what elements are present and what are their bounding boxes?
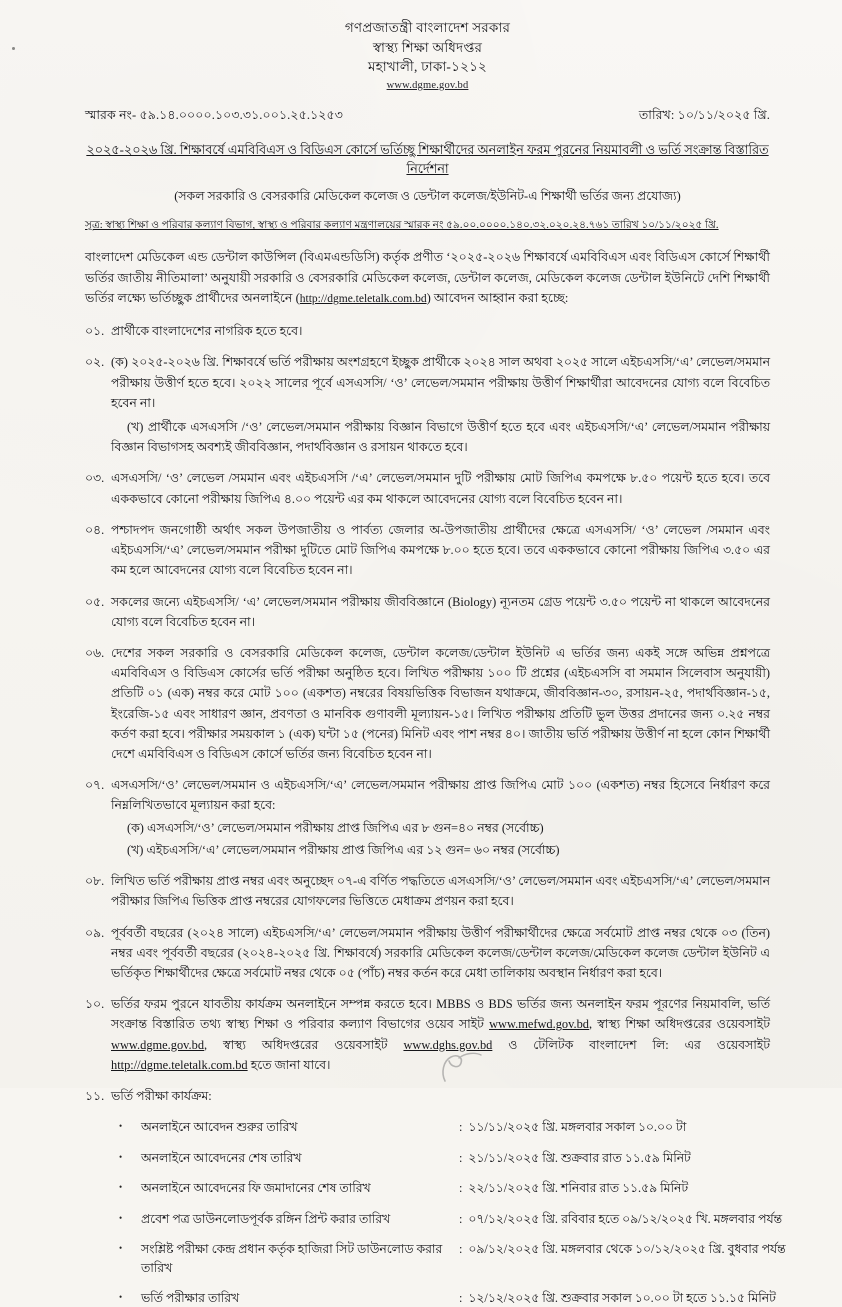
bullet-icon: •: [119, 1243, 123, 1254]
clause-number: ০৫.: [85, 594, 105, 609]
clause-item: [85, 468, 770, 508]
clause-number: ০৪.: [85, 522, 105, 537]
clause-item: [85, 923, 770, 984]
letterhead-line-2: স্বাস্থ্য শিক্ষা অধিদপ্তর: [372, 39, 483, 55]
schedule-date-text: ১১/১১/২০২৫ খ্রি. মঙ্গলবার সকাল ১০.০০ টা: [468, 1120, 687, 1135]
clause-text-main: এসএসসি/‘ও’ লেভেল/সমমান ও এইচএসসি/‘এ’ লেভেল/সমমান পরীক্ষায় প্রাপ্ত জিপিএ মোট ১০০ (একশত) নম্বর হিসেবে নির্ধারণ করে নিম্নলিখিতভাবে মূল্যায়ন করা হবে:: [111, 778, 770, 813]
clause-item: [85, 520, 770, 581]
schedule-value: [459, 1179, 770, 1197]
clause-text: [111, 775, 770, 860]
schedule-date-text: ২১/১১/২০২৫ খ্রি. শুক্রবার রাত ১১.৫৯ মিনিট: [468, 1150, 691, 1165]
clause-11-number: ১১.: [85, 1089, 105, 1104]
clause-text-main: পশ্চাদপদ জনগোষ্ঠী অর্থাৎ সকল উপজাতীয় ও পার্বত্য জেলার অ-উপজাতীয় প্রার্থীদের ক্ষেত্রে এসএসসি/ ‘ও’ লেভেল /সমমান এবং এইচএসসি/‘এ’ লেভেল/সমমান পরীক্ষা দুটিতে মোট জিপিএ কমপক্ষে ৮.০০ হতে হবে। তবে এককভাবে কোনো পরীক্ষায় জিপিএ ৩.৫০ এর কম হলে আবেদনের যোগ্য বলে বিবেচিত হবেন না।: [111, 522, 770, 578]
clause-10-part-3: , স্বাস্থ্য অধিদপ্তরের ওয়েবসাইট: [204, 1037, 404, 1052]
intro-application-link[interactable]: http://dgme.teletalk.com.bd: [299, 292, 427, 305]
clause-number: ০৮.: [85, 874, 105, 889]
dgme-website-link[interactable]: www.dgme.gov.bd: [111, 1037, 205, 1052]
memo-date: তারিখ: ১০/১১/২০২৫ খ্রি.: [638, 107, 770, 122]
intro-text-part-2: ) আবেদন আহ্বান করা হচ্ছে:: [426, 290, 569, 305]
clause-10-text: [111, 994, 770, 1075]
clause-text: [111, 520, 770, 581]
letterhead-line-1: গণপ্রজাতন্ত্রী বাংলাদেশ সরকার: [344, 20, 511, 35]
dghs-website-link[interactable]: www.dghs.gov.bd: [403, 1037, 493, 1052]
schedule-label: প্রবেশ পত্র ডাউনলোডপূর্বক রঙ্গিন প্রিন্ট করার তারিখ: [141, 1211, 391, 1226]
clause-10: [85, 994, 770, 1075]
document-subject-title: ২০২৫-২০২৬ খ্রি. শিক্ষাবর্ষে এমবিবিএস ও বিডিএস কোর্সে ভর্তিচ্ছু শিক্ষার্থীদের অনলাইন ফরম পুরনের নিয়মাবলী ও ভর্তি সংক্রান্ত বিস্তারিত নির্দেশনা: [86, 142, 769, 177]
clause-number: ০৬.: [85, 645, 105, 660]
schedule-label: সংশ্লিষ্ট পরীক্ষা কেন্দ্র প্রধান কর্তৃক হাজিরা সিট ডাউনলোড করার তারিখ: [141, 1242, 443, 1275]
mefwd-website-link[interactable]: www.mefwd.gov.bd: [489, 1017, 589, 1032]
clause-text-main: (ক) ২০২৫-২০২৬ খ্রি. শিক্ষাবর্ষে ভর্তি পরীক্ষায় অংশগ্রহণে ইচ্ছুক প্রার্থীকে ২০২৪ সাল অথবা ২০২৫ সালে এইচএসসি/‘এ’ লেভেল/সমমান পরীক্ষায় উত্তীর্ণ হতে হবে। ২০২২ সালের পূর্বে এসএসসি/ ‘ও’ লেভেল/সমমান পরীক্ষায় উত্তীর্ণ শিক্ষার্থীরা আবেদনের যোগ্য বলে বিবেচিত হবেন না।: [111, 355, 770, 410]
schedule-label: অনলাইনে আবেদনের ফি জমাদানের শেষ তারিখ: [141, 1181, 371, 1196]
clause-text: [111, 923, 770, 984]
schedule-row: [119, 1289, 776, 1307]
clause-text-main: পূর্ববর্তী বছরের (২০২৪ সালে) এইচএসসি/‘এ’ লেভেল/সমমান পরীক্ষায় উত্তীর্ণ পরীক্ষার্থীদের ক্ষেত্রে সর্বমোট প্রাপ্ত নম্বর থেকে ০৩ (তিন) নম্বর এবং পূর্ববর্তী বছরের (২০২৪-২০২৫ খ্রি. শিক্ষাবর্ষে) সরকারি মেডিকেল কলেজ/ডেন্টাল কলেজ/মেডিকেল কলেজ ডেন্টাল ইউনিট এ ভর্তিকৃত শিক্ষার্থীদের ক্ষেত্রে সর্বমোট নম্বর থেকে ০৫ (পাঁচ) নম্বর কর্তন করে মেধা তালিকায় অবস্থান নির্ধারণ করা হবে।: [111, 925, 770, 981]
schedule-label: ভর্তি পরীক্ষার তারিখ: [141, 1290, 240, 1305]
bullet-icon: •: [119, 1182, 123, 1193]
clause-10-part-2: , স্বাস্থ্য শিক্ষা অধিদপ্তরের ওয়েবসাইট: [589, 1017, 771, 1032]
clause-item: [85, 775, 770, 860]
clause-list: [85, 321, 770, 983]
letterhead-line-3: মহাখালী, ঢাকা-১২১২: [367, 59, 488, 75]
schedule-value: [459, 1118, 770, 1136]
document-source-reference: সূত্র: স্বাস্থ্য শিক্ষা ও পরিবার কল্যাণ বিভাগ, স্বাস্থ্য ও পরিবার কল্যাণ মন্ত্রণালয়ের স্মারক নং ৫৯.০০.০০০০.১৪০.৩২.০২০.২৪.৭৬১ তারিখ ১০/১১/২০২৫ খ্রি.: [85, 220, 719, 232]
schedule-row: [119, 1210, 783, 1228]
schedule-date-text: ০৭/১২/২০২৫ খ্রি. রবিবার হতে ০৯/১২/২০২৫ খি. মঙ্গলবার পর্যন্ত: [468, 1211, 783, 1226]
clause-text-main: এসএসসি/ ‘ও’ লেভেল /সমমান এবং এইচএসসি /‘এ’ লেভেল/সমমান দুটি পরীক্ষায় মোট জিপিএ কমপক্ষে ৮.৫০ পয়েন্ট হতে হবে। তবে এককভাবে কোনো পরীক্ষায় জিপিএ ৪.০০ পয়েন্ট এর কম থাকলে আবেদনের যোগ্য বলে বিবেচিত হবেন না।: [111, 471, 770, 506]
clause-10-part-4: ও টেলিটক বাংলাদেশ লি: এর ওয়েবসাইট: [492, 1037, 770, 1052]
clause-subpoint: (খ) এইচএসসি/‘এ’ লেভেল/সমমান পরীক্ষায় প্রাপ্ত জিপিএ এর ১২ গুন= ৬০ নম্বর (সর্বোচ্চ): [127, 842, 560, 857]
schedule-colon: :: [459, 1211, 463, 1226]
clause-subpoint: (খ) প্রার্থীকে এসএসসি /‘ও’ লেভেল/সমমান পরীক্ষায় বিজ্ঞান বিভাগে উত্তীর্ণ হতে হবে এবং এইচএসসি/‘এ’ লেভেল/সমমান পরীক্ষায় বিজ্ঞান বিভাগসহ অবশ্যই জীববিজ্ঞান, পদার্থবিজ্ঞান ও রসায়ন থাকতে হবে।: [111, 419, 770, 455]
bullet-icon: •: [119, 1121, 123, 1132]
clause-number: ০৭.: [85, 778, 105, 793]
exam-schedule-list: [85, 1118, 786, 1307]
schedule-date-text: ১২/১২/২০২৫ খ্রি. শুক্রবার সকাল ১০.০০ টা হতে ১১.১৫ মিনিট: [468, 1290, 776, 1305]
clause-subpoint: (ক) এসএসসি/‘ও’ লেভেল/সমমান পরীক্ষায় প্রাপ্ত জিপিএ এর ৮ গুন=৪০ নম্বর (সর্বোচ্চ): [127, 820, 544, 835]
document-subject-applicability: (সকল সরকারি ও বেসরকারি মেডিকেল কলেজ ও ডেন্টাল কলেজ/ইউনিট-এ শিক্ষার্থী ভর্তির জন্য প্রযোজ্য): [174, 189, 681, 204]
schedule-date-text: ০৯/১২/২০২৫ খ্রি. মঙ্গলবার থেকে ১০/১২/২০২৫ খ্রি. বুধবার পর্যন্ত: [468, 1242, 786, 1257]
schedule-row: [119, 1118, 770, 1136]
bullet-icon: •: [119, 1212, 123, 1223]
schedule-colon: :: [459, 1242, 463, 1257]
clause-text: [111, 871, 770, 911]
letterhead-website-link[interactable]: www.dgme.gov.bd: [386, 79, 469, 91]
clause-number: ০১.: [85, 324, 105, 339]
memo-number: স্মারক নং- ৫৯.১৪.০০০০.১০৩.৩১.০০১.২৫.১২৫৩: [85, 107, 343, 122]
clause-text-main: প্রার্থীকে বাংলাদেশের নাগরিক হতে হবে।: [111, 324, 303, 339]
schedule-colon: :: [459, 1150, 463, 1165]
clause-text: [111, 592, 770, 632]
schedule-label: অনলাইনে আবেদনের শেষ তারিখ: [141, 1150, 302, 1165]
schedule-value: [459, 1240, 786, 1258]
clause-item: [85, 352, 770, 457]
clause-text: [111, 643, 770, 764]
clause-text-main: দেশের সকল সরকারি ও বেসরকারি মেডিকেল কলেজ, ডেন্টাল কলেজ/ডেন্টাল ইউনিট এ ভর্তির জন্য একই সঙ্গে অভিন্ন প্রশ্নপত্রে এমবিবিএস ও বিডিএস কোর্সের ভর্তি পরীক্ষা অনুষ্ঠিত হবে। লিখিত পরীক্ষায় ১০০ টি প্রশ্নের (এইচএসসি বা সমমান সিলেবাস অনুযায়ী) প্রতিটি ০১ (এক) নম্বর করে মোট ১০০ (একশত) নম্বরের বিষয়ভিত্তিক বিভাজন যথাক্রমে, জীববিজ্ঞান-৩০, রসায়ন-২৫, পদার্থবিজ্ঞান-১৫, ইংরেজি-১৫ এবং সাধারণ জ্ঞান, প্রবণতা ও মানবিক গুণাবলী মূল্যায়ন-১৫। লিখিত পরীক্ষায় প্রতিটি ভুল উত্তর প্রদানের জন্য ০.২৫ নম্বর কর্তণ করা হবে। পরীক্ষার সময়কাল ১ (এক) ঘন্টা ১৫ (পনের) মিনিট এবং পাশ নম্বর ৪০। জাতীয় ভর্তি পরীক্ষায় উত্তীর্ণ না হলে কোন শিক্ষার্থী দেশে এমবিবিএস ও বিডিএস কোর্সে ভর্তির জন্য বিবেচিত হবেন না।: [111, 645, 770, 762]
bullet-icon: •: [119, 1291, 123, 1302]
schedule-label: অনলাইনে আবেদন শুরুর তারিখ: [141, 1120, 298, 1135]
schedule-colon: :: [459, 1290, 463, 1305]
clause-text: [111, 352, 770, 457]
clause-item: [85, 643, 770, 764]
schedule-row: [119, 1240, 786, 1277]
schedule-value: [459, 1210, 782, 1228]
clause-item: [85, 871, 770, 911]
schedule-colon: :: [459, 1181, 463, 1196]
schedule-value: [459, 1289, 776, 1307]
intro-paragraph: [85, 247, 770, 308]
clause-number: ০২.: [85, 355, 105, 370]
schedule-value: [459, 1149, 770, 1167]
clause-text-main: লিখিত ভর্তি পরীক্ষায় প্রাপ্ত নম্বর এবং অনুচ্ছেদ ০৭-এ বর্ণিত পদ্ধতিতে এসএসসি/‘ও’ লেভেল/সমমান এবং এইচএসসি/‘এ’ লেভেল/সমমান পরীক্ষার জিপিএ ভিত্তিক প্রাপ্ত নম্বরের যোগফলের ভিত্তিতে মেধাক্রম প্রণয়ন করা হবে।: [111, 874, 770, 909]
clause-11-heading: ভর্তি পরীক্ষা কার্যক্রম:: [111, 1089, 212, 1104]
teletalk-website-link[interactable]: http://dgme.teletalk.com.bd: [111, 1057, 248, 1072]
memo-line: [85, 107, 770, 127]
clause-text: [111, 321, 770, 341]
schedule-row: [119, 1149, 770, 1167]
letterhead: [85, 18, 770, 93]
clause-number: ০৯.: [85, 925, 105, 940]
clause-text: [111, 468, 770, 508]
bullet-icon: •: [119, 1151, 123, 1162]
schedule-row: [119, 1179, 770, 1197]
clause-item: [85, 592, 770, 632]
clause-11: [85, 1086, 786, 1307]
scan-speck: [12, 47, 15, 50]
intro-text-part-1: বাংলাদেশ মেডিকেল এন্ড ডেন্টাল কাউন্সিল (বিএমএন্ডডিসি) কর্তৃক প্রণীত ‘২০২৫-২০২৬ শিক্ষাবর্ষে এমবিবিএস এবং বিডিএস কোর্সে শিক্ষার্থী ভর্তির জাতীয় নীতিমালা’ অনুযায়ী সরকারি ও বেসরকারি মেডিকেল কলেজ, ডেন্টাল কলেজ, মেডিকেল কলেজ ডেন্টাল ইউনিটে দেশি শিক্ষার্থী ভর্তির লক্ষ্যে ভর্তিচ্ছুক প্রার্থীদের অনলাইনে (: [85, 250, 770, 305]
clause-10-part-5: হতে জানা যাবে।: [247, 1057, 331, 1072]
clause-text-main: সকলের জন্যে এইচএসসি/ ‘এ’ লেভেল/সমমান পরীক্ষায় জীববিজ্ঞানে (Biology) ন্যূনতম গ্রেড পয়েন্ট ৩.৫০ পয়েন্ট না থাকলে আবেদনের যোগ্য বলে বিবেচিত হবেন না।: [111, 594, 770, 629]
clause-number: ০৩.: [85, 471, 105, 486]
clause-10-part-1: ভর্তির ফরম পুরনে যাবতীয় কার্যক্রম অনলাইনে সম্পন্ন করতে হবে। MBBS ও BDS ভর্তির জন্য অনলাইন ফরম পূরণের নিয়মাবলি, ভর্তি সংক্রান্ত বিস্তারিত তথ্য স্বাস্থ্য শিক্ষা ও পরিবার কল্যাণ বিভাগের ওয়েব সাইট: [111, 997, 770, 1032]
schedule-colon: :: [459, 1120, 463, 1135]
clause-10-number: ১০.: [85, 997, 105, 1012]
schedule-date-text: ২২/১১/২০২৫ খ্রি. শনিবার রাত ১১.৫৯ মিনিট: [468, 1181, 689, 1196]
clause-item: [85, 321, 770, 341]
